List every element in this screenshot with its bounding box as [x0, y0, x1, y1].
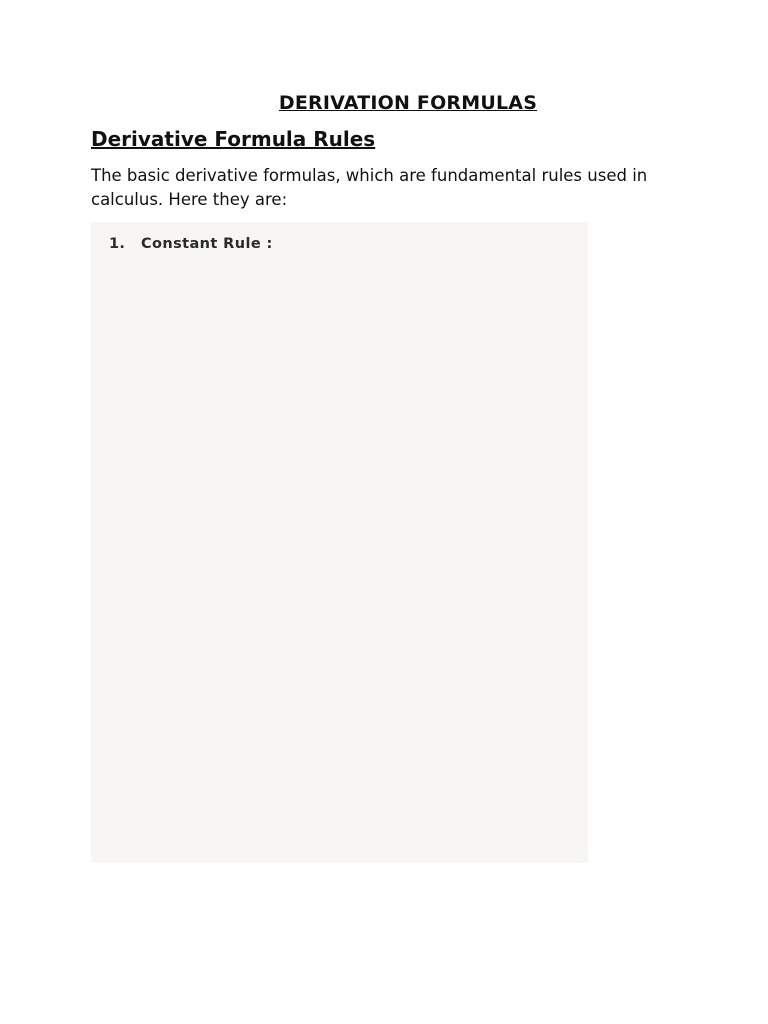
rule-1: [109, 222, 273, 266]
rule-name: Constant Rule :: [141, 236, 273, 252]
formula-rows: [91, 222, 588, 863]
section-heading: Derivative Formula Rules: [91, 127, 376, 151]
document-title: DERIVATION FORMULAS: [278, 92, 538, 114]
rule-number: 1.: [109, 236, 126, 252]
intro-paragraph: The basic derivative formulas, which are fundamental rules used in calculus. Here they are:: [91, 166, 648, 209]
